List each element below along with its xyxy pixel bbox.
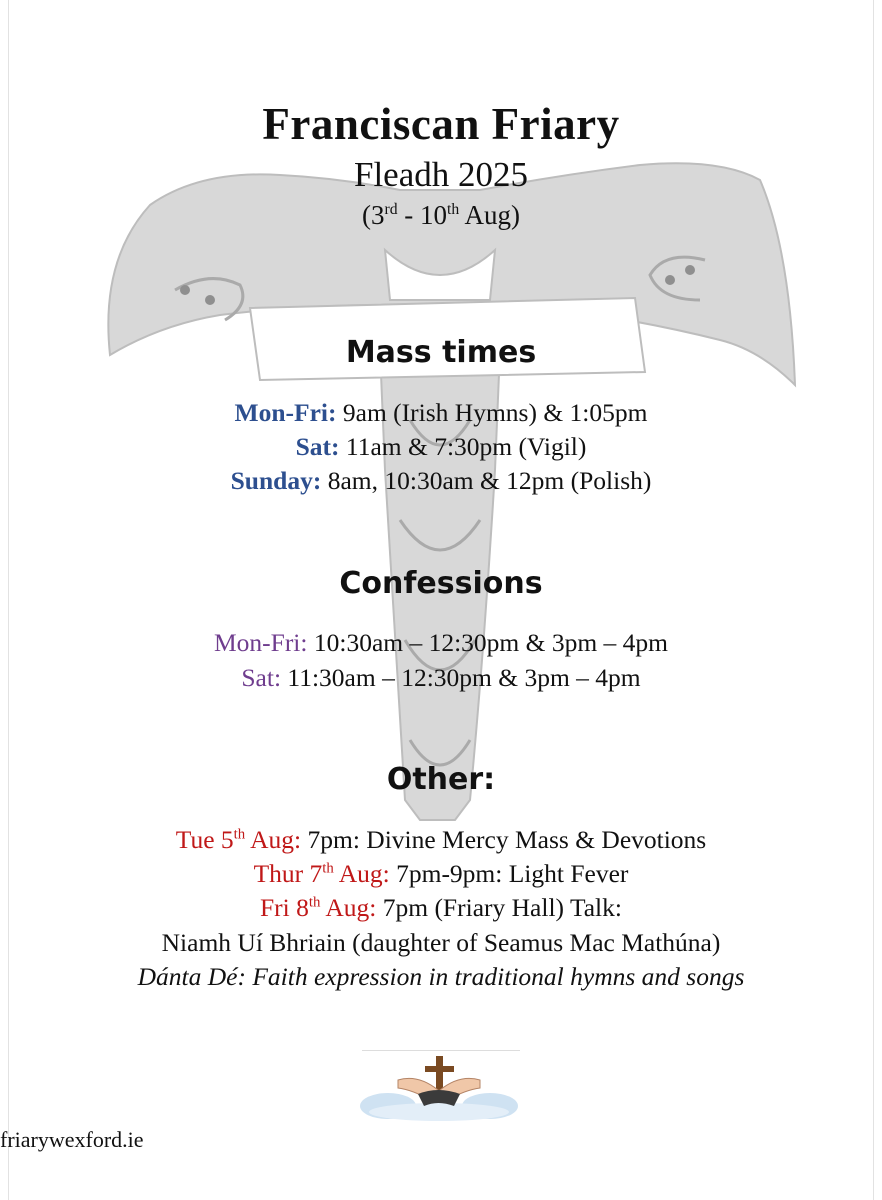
- poster-title: Franciscan Friary: [262, 99, 620, 149]
- talk-title: Dánta Dé: Faith expression in traditional hymns and songs: [137, 962, 745, 991]
- mass-row: Mon-Fri: 9am (Irish Hymns) & 1:05pm: [234, 398, 648, 427]
- speaker-line: Niamh Uí Bhriain (daughter of Seamus Mac Mathúna): [161, 928, 721, 957]
- poster-subtitle: Fleadh 2025: [353, 155, 528, 194]
- event-row: Tue 5th Aug: 7pm: Divine Mercy Mass & Devotions: [175, 825, 707, 854]
- website-link[interactable]: friarywexford.ie: [0, 1127, 144, 1152]
- event-row: Fri 8th Aug: 7pm (Friary Hall) Talk:: [260, 893, 622, 922]
- event-row: Thur 7th Aug: 7pm-9pm: Light Fever: [253, 859, 629, 888]
- mass-times-heading: Mass times: [345, 335, 537, 370]
- mass-row: Sunday: 8am, 10:30am & 12pm (Polish): [230, 466, 652, 495]
- cross-hands-logo-icon: [358, 1050, 520, 1122]
- mass-row: Sat: 11am & 7:30pm (Vigil): [295, 432, 587, 461]
- confessions-heading: Confessions: [339, 566, 543, 601]
- other-heading: Other:: [386, 762, 496, 797]
- festival-dates: (3rd - 10th Aug): [362, 200, 520, 230]
- confession-row: Sat: 11:30am – 12:30pm & 3pm – 4pm: [241, 663, 641, 692]
- confession-row: Mon-Fri: 10:30am – 12:30pm & 3pm – 4pm: [213, 628, 669, 657]
